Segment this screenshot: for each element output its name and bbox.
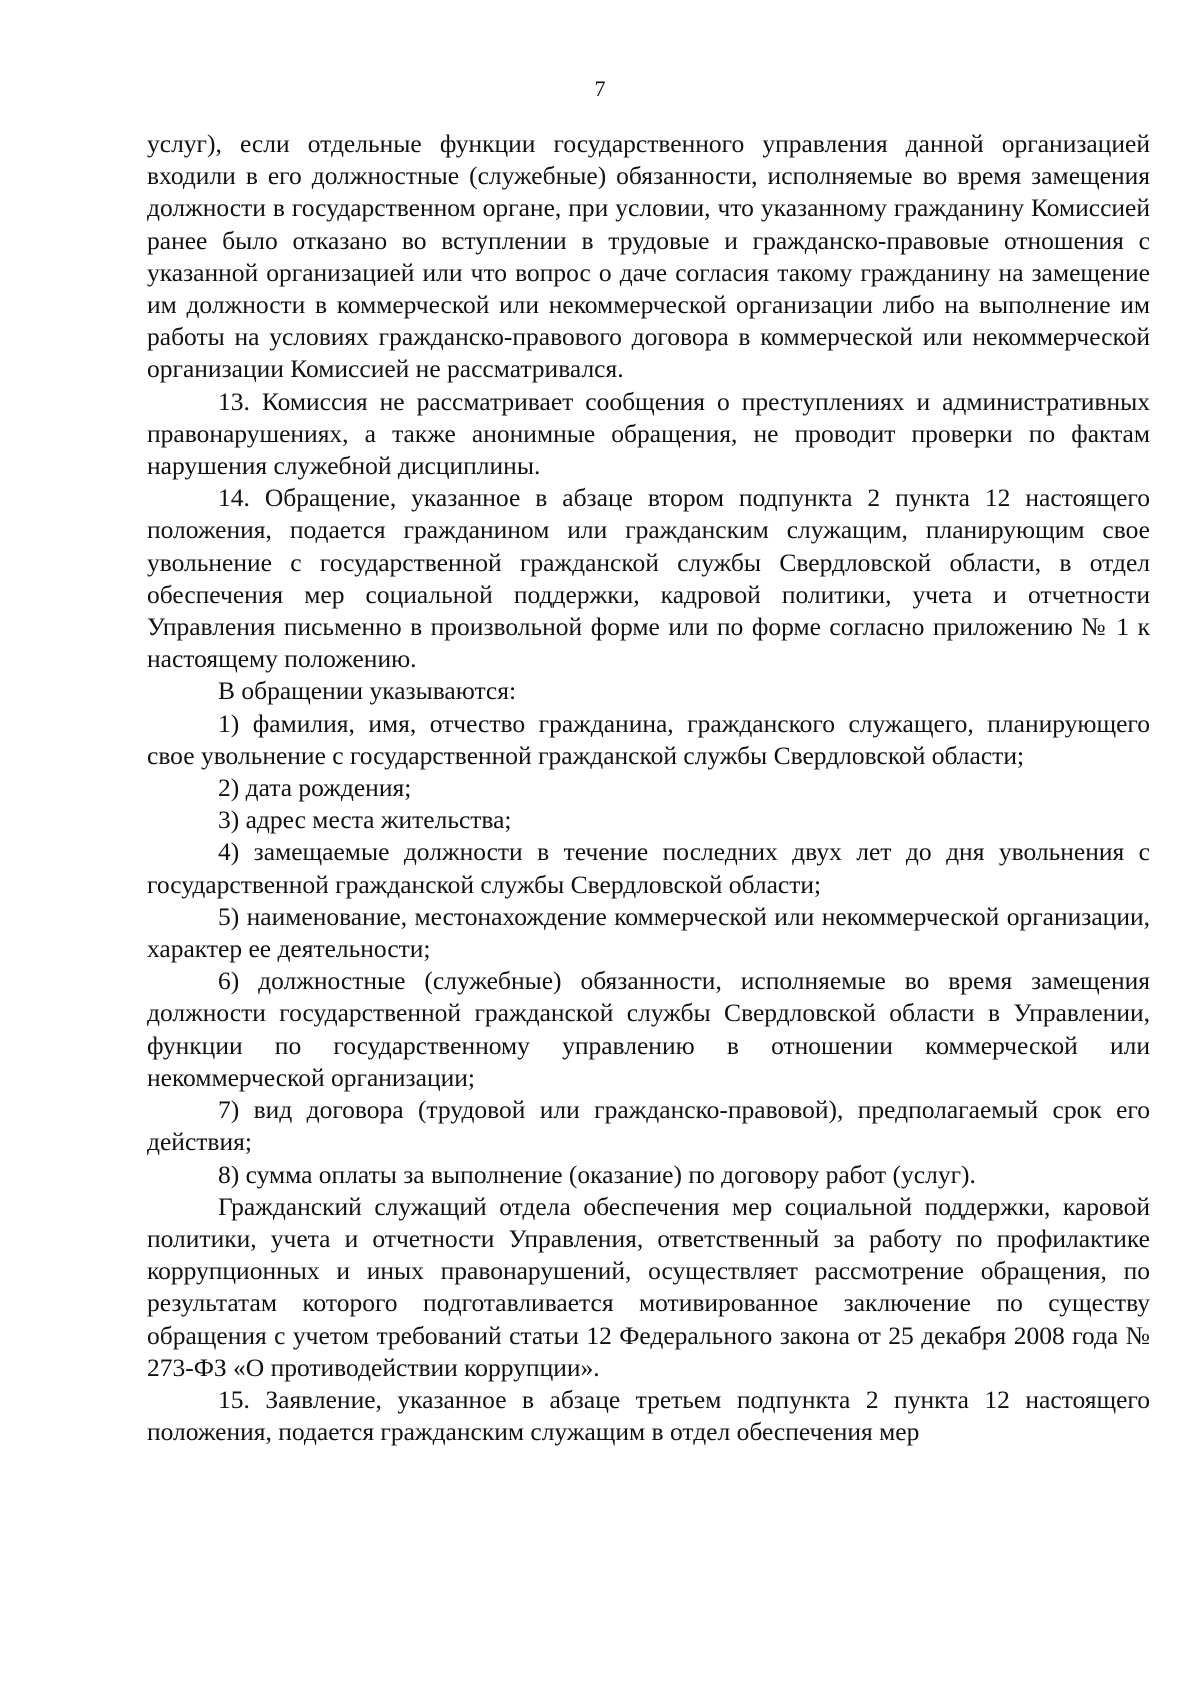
list-item-4: 4) замещаемые должности в течение последних двух лет до дня увольнения с государственной гражданской службы Свердловской области;	[147, 837, 1150, 899]
list-item-7: 7) вид договора (трудовой или гражданско-правовой), предполагаемый срок его действия;	[147, 1095, 1150, 1157]
document-body	[147, 128, 1150, 1448]
paragraph-item-15: 15. Заявление, указанное в абзаце третьем подпункта 2 пункта 12 настоящего положения, подается гражданским служащим в отдел обеспечения мер	[147, 1384, 1150, 1447]
list-item-6: 6) должностные (служебные) обязанности, исполняемые во время замещения должности государственной гражданской службы Свердловской области в Управлении, функции по государственному управлению в отношении коммерческой или некоммерческой организации;	[147, 966, 1150, 1092]
paragraph-continuation: услуг), если отдельные функции государственного управления данной организацией входили в его должностные (служебные) обязанности, исполняемые во время замещения должности в государственном органе, при условии, что указанному гражданину Комиссией ранее было отказано во вступлении в трудовые и гражданско-правовые отношения с указанной организацией или что вопрос о даче согласия такому гражданину на замещение им должности в коммерческой или некоммерческой организации либо на выполнение им работы на условиях гражданско-правового договора в коммерческой или некоммерческой организации Комиссией не рассматривался.	[147, 129, 1150, 384]
list-item-2: 2) дата рождения;	[218, 773, 412, 803]
paragraph-list-intro: В обращении указываются:	[218, 676, 517, 706]
page-number: 7	[594, 76, 606, 101]
list-item-3: 3) адрес места жительства;	[218, 805, 512, 835]
list-item-5: 5) наименование, местонахождение коммерческой или некоммерческой организации, характер ее деятельности;	[147, 901, 1150, 964]
list-item-8: 8) сумма оплаты за выполнение (оказание) по договору работ (услуг).	[218, 1159, 976, 1189]
paragraph-review: Гражданский служащий отдела обеспечения мер социальной поддержки, каровой политики, учета и отчетности Управления, ответственный за работу по профилактике коррупционных и иных правонарушений, осуществляет рассмотрение обращения, по результатам которого подготавливается мотивированное заключение по существу обращения с учетом требований статьи 12 Федерального закона от 25 декабря 2008 года № 273-ФЗ «О противодействии коррупции».	[147, 1191, 1150, 1382]
list-item-1: 1) фамилия, имя, отчество гражданина, гражданского служащего, планирующего свое увольнение с государственной гражданской службы Свердловской области;	[147, 708, 1150, 770]
paragraph-item-13: 13. Комиссия не рассматривает сообщения о преступлениях и административных правонарушениях, а также анонимные обращения, не проводит проверки по фактам нарушения служебной дисциплины.	[147, 386, 1150, 481]
paragraph-item-14: 14. Обращение, указанное в абзаце втором подпункта 2 пункта 12 настоящего положения, подается гражданином или гражданским служащим, планирующим свое увольнение с государственной гражданской службы Свердловской области, в отдел обеспечения мер социальной поддержки, кадровой политики, учета и отчетности Управления письменно в произвольной форме или по форме согласно приложению № 1 к настоящему положению.	[147, 483, 1150, 674]
